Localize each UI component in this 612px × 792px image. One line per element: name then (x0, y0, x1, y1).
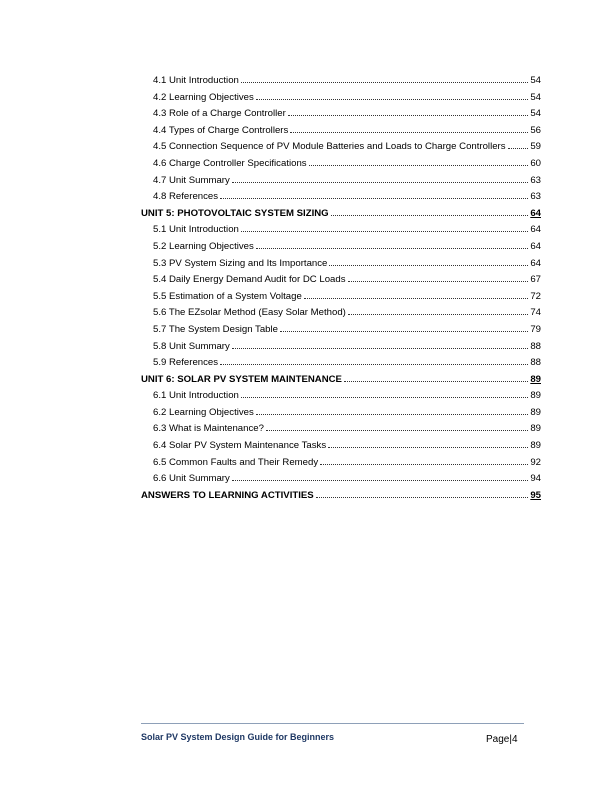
footer-divider (141, 723, 524, 724)
toc-entry[interactable] (141, 453, 541, 470)
toc-entry[interactable] (141, 71, 541, 88)
toc-dot-leader (232, 337, 529, 349)
toc-entry-page: 67 (530, 274, 541, 286)
toc-entry[interactable] (141, 187, 541, 204)
toc-entry-title: 5.7 The System Design Table (153, 323, 278, 335)
toc-dot-leader (290, 121, 528, 133)
toc-entry-page: 63 (530, 191, 541, 203)
toc-entry-title: 4.2 Learning Objectives (153, 91, 254, 103)
toc-dot-leader (232, 171, 529, 183)
toc-entry-title: 4.5 Connection Sequence of PV Module Batteries and Loads to Charge Controllers (153, 141, 506, 153)
toc-entry-title: UNIT 6: SOLAR PV SYSTEM MAINTENANCE (141, 373, 342, 385)
toc-dot-leader (331, 204, 529, 216)
toc-entry-page: 89 (530, 406, 541, 418)
toc-entry-page: 94 (530, 473, 541, 485)
toc-dot-leader (304, 287, 529, 299)
toc-entry-page: 59 (530, 141, 541, 153)
toc-entry-page: 89 (530, 390, 541, 402)
toc-entry-title: 4.8 References (153, 191, 219, 203)
toc-dot-leader (232, 469, 529, 481)
toc-entry-title: 6.6 Unit Summary (153, 473, 230, 485)
toc-entry-title: UNIT 5: PHOTOVOLTAIC SYSTEM SIZING (141, 207, 329, 219)
toc-entry[interactable] (141, 270, 541, 287)
toc-dot-leader (256, 403, 529, 415)
toc-entry-page: 54 (530, 108, 541, 120)
toc-entry[interactable] (141, 121, 541, 138)
toc-entry[interactable] (141, 320, 541, 337)
toc-entry[interactable] (141, 154, 541, 171)
toc-dot-leader (288, 104, 529, 116)
toc-entry[interactable] (141, 254, 541, 271)
toc-entry-page: 92 (530, 456, 541, 468)
toc-entry-title: 5.9 References (153, 357, 219, 369)
toc-entry[interactable] (141, 220, 541, 237)
toc-entry-title: 5.2 Learning Objectives (153, 240, 254, 252)
toc-entry-page: 64 (530, 207, 541, 219)
toc-entry-title: 4.7 Unit Summary (153, 174, 230, 186)
toc-entry-title: 4.4 Types of Charge Controllers (153, 124, 289, 136)
toc-entry[interactable] (141, 403, 541, 420)
toc-entry-title: 4.3 Role of a Charge Controller (153, 108, 286, 120)
toc-entry-title: 6.2 Learning Objectives (153, 406, 254, 418)
toc-dot-leader (508, 137, 529, 149)
toc-dot-leader (220, 353, 528, 365)
toc-entry[interactable] (141, 104, 541, 121)
toc-entry-title: 6.1 Unit Introduction (153, 390, 239, 402)
toc-entry-page: 89 (530, 423, 541, 435)
toc-dot-leader (348, 270, 529, 282)
toc-entry-page: 74 (530, 307, 541, 319)
toc-unit-entry[interactable] (141, 370, 541, 387)
toc-entry-page: 89 (530, 440, 541, 452)
toc-dot-leader (266, 419, 528, 431)
toc-entry-page: 89 (530, 373, 541, 385)
footer-title: Solar PV System Design Guide for Beginners (141, 732, 335, 742)
toc-entry[interactable] (141, 137, 541, 154)
table-of-contents (141, 71, 541, 502)
toc-unit-entry[interactable] (141, 204, 541, 221)
toc-dot-leader (329, 254, 528, 266)
toc-entry[interactable] (141, 353, 541, 370)
toc-dot-leader (256, 88, 529, 100)
toc-entry-title: 5.6 The EZsolar Method (Easy Solar Method) (153, 307, 346, 319)
toc-entry-title: 5.3 PV System Sizing and Its Importance (153, 257, 328, 269)
toc-entry-page: 79 (530, 323, 541, 335)
toc-dot-leader (241, 220, 528, 232)
toc-entry[interactable] (141, 171, 541, 188)
toc-entry-page: 63 (530, 174, 541, 186)
toc-entry[interactable] (141, 287, 541, 304)
toc-entry-page: 54 (530, 75, 541, 86)
toc-entry[interactable] (141, 386, 541, 403)
toc-entry-page: 64 (530, 240, 541, 252)
toc-entry-title: 4.6 Charge Controller Specifications (153, 157, 307, 169)
toc-entry-page: 60 (530, 157, 541, 169)
toc-entry-title: 6.3 What is Maintenance? (153, 423, 264, 435)
toc-entry-title: ANSWERS TO LEARNING ACTIVITIES (141, 489, 314, 501)
page-number: Page|4 (486, 734, 518, 745)
toc-entry[interactable] (141, 337, 541, 354)
toc-dot-leader (241, 386, 528, 398)
toc-dot-leader (309, 154, 529, 166)
toc-dot-leader (256, 237, 529, 249)
toc-entry[interactable] (141, 237, 541, 254)
toc-entry-title: 6.4 Solar PV System Maintenance Tasks (153, 440, 327, 452)
toc-dot-leader (241, 71, 528, 83)
toc-entry-page: 56 (530, 124, 541, 136)
toc-dot-leader (320, 453, 528, 465)
toc-dot-leader (280, 320, 528, 332)
toc-entry-page: 54 (530, 91, 541, 103)
toc-entry-page: 88 (530, 340, 541, 352)
toc-entry-page: 88 (530, 357, 541, 369)
toc-entry[interactable] (141, 303, 541, 320)
toc-unit-entry[interactable] (141, 486, 541, 503)
toc-dot-leader (220, 187, 528, 199)
toc-entry[interactable] (141, 88, 541, 105)
toc-dot-leader (328, 436, 528, 448)
toc-dot-leader (316, 486, 529, 498)
toc-entry-page: 64 (530, 257, 541, 269)
toc-dot-leader (348, 303, 528, 315)
toc-entry-page: 95 (530, 489, 541, 501)
toc-entry-title: 4.1 Unit Introduction (153, 75, 239, 86)
toc-entry-title: 5.1 Unit Introduction (153, 224, 239, 236)
toc-entry-title: 6.5 Common Faults and Their Remedy (153, 456, 319, 468)
toc-dot-leader (344, 370, 528, 382)
toc-entry-title: 5.8 Unit Summary (153, 340, 230, 352)
toc-entry-page: 72 (530, 290, 541, 302)
toc-entry-title: 5.4 Daily Energy Demand Audit for DC Loads (153, 274, 346, 286)
toc-entry[interactable] (141, 436, 541, 453)
toc-entry[interactable] (141, 469, 541, 486)
toc-entry-title: 5.5 Estimation of a System Voltage (153, 290, 302, 302)
toc-entry-page: 64 (530, 224, 541, 236)
toc-entry[interactable] (141, 419, 541, 436)
